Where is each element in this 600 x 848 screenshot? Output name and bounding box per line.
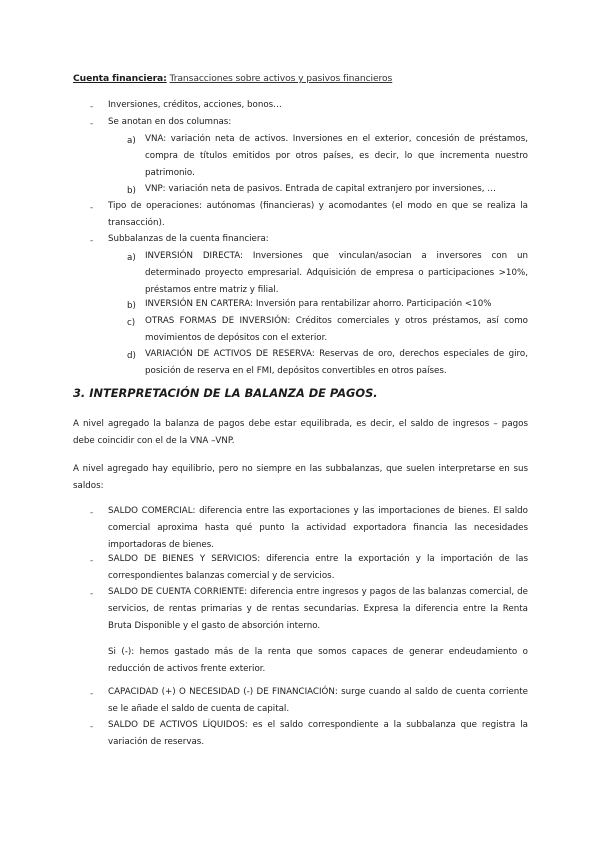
- paragraph-subbalanzas: A nivel agregado hay equilibrio, pero no siempre en las subbalanzas, que suelen interpretarse en sus saldos:: [73, 464, 528, 491]
- heading-subtitle: Transacciones sobre activos y pasivos financieros: [169, 73, 393, 84]
- saldo-cuenta-corriente: SALDO DE CUENTA CORRIENTE: diferencia entre ingresos y pagos de las balanzas comercial, de servicios, de rentas primarias y de rentas secundarias. Expresa la diferencia entre la Renta Bruta Disponible y el gasto de absorción interno.: [108, 587, 528, 631]
- bullet-columnas: Se anotan en dos columnas:: [108, 117, 232, 127]
- paragraph-equilibrio: A nivel agregado la balanza de pagos debe estar equilibrada, es decir, el saldo de ingresos – pagos debe coincidir con el de la VNA –VNP.: [73, 419, 528, 446]
- column-vnp: VNP: variación neta de pasivos. Entrada de capital extranjero por inversiones, …: [145, 184, 496, 194]
- list-letter: b): [127, 301, 136, 311]
- section-title: 3. INTERPRETACIÓN DE LA BALANZA DE PAGOS.: [73, 386, 378, 400]
- heading-label: Cuenta financiera:: [73, 73, 167, 84]
- list-letter: d): [127, 351, 136, 361]
- bullet-tipo-operaciones: Tipo de operaciones: autónomas (financieras) y acomodantes (el modo en que se realiza la transacción).: [108, 201, 528, 228]
- bullet-marker: -: [90, 722, 94, 732]
- bullet-inversiones: Inversiones, créditos, acciones, bonos…: [108, 100, 282, 110]
- subbalanza-inversion-cartera: INVERSIÓN EN CARTERA: Inversión para rentabilizar ahorro. Participación <10%: [145, 299, 492, 309]
- bullet-marker: -: [90, 556, 94, 566]
- cuenta-financiera-heading: [73, 73, 392, 84]
- saldo-comercial: SALDO COMERCIAL: diferencia entre las exportaciones y las importaciones de bienes. El saldo comercial aproxima hasta qué punto la actividad exportadora financia las necesidades importadoras de bienes.: [108, 506, 528, 550]
- bullet-marker: -: [90, 689, 94, 699]
- bullet-subbalanzas: Subbalanzas de la cuenta financiera:: [108, 234, 269, 244]
- list-letter: a): [127, 136, 136, 146]
- capacidad-necesidad-financiacion: CAPACIDAD (+) O NECESIDAD (-) DE FINANCIACIÓN: surge cuando al saldo de cuenta corriente se le añade el saldo de cuenta de capital.: [108, 687, 528, 714]
- list-letter: a): [127, 253, 136, 263]
- saldo-activos-liquidos: SALDO DE ACTIVOS LÍQUIDOS: es el saldo correspondiente a la subbalanza que registra la variación de reservas.: [108, 720, 528, 747]
- note-saldo-negativo: Si (-): hemos gastado más de la renta que somos capaces de generar endeudamiento o reducción de activos frente exterior.: [108, 647, 528, 674]
- saldo-bienes-servicios: SALDO DE BIENES Y SERVICIOS: diferencia entre la exportación y la importación de las correspondientes balanzas comercial y de servicios.: [108, 554, 528, 581]
- subbalanza-otras-formas: OTRAS FORMAS DE INVERSIÓN: Créditos comerciales y otros préstamos, así como movimientos de depósitos con el exterior.: [145, 316, 528, 343]
- list-letter: b): [127, 186, 136, 196]
- bullet-marker: -: [90, 589, 94, 599]
- bullet-marker: -: [90, 236, 94, 246]
- bullet-marker: -: [90, 102, 94, 112]
- bullet-marker: -: [90, 508, 94, 518]
- list-letter: c): [127, 318, 136, 328]
- subbalanza-inversion-directa: INVERSIÓN DIRECTA: Inversiones que vinculan/asocian a inversores con un determinado proyecto empresarial. Adquisición de empresa o participaciones >10%, préstamos entre matriz y filial.: [145, 251, 528, 295]
- bullet-marker: -: [90, 119, 94, 129]
- subbalanza-activos-reserva: VARIACIÓN DE ACTIVOS DE RESERVA: Reservas de oro, derechos especiales de giro, posición de reserva en el FMI, depósitos convertibles en otros países.: [145, 349, 528, 376]
- bullet-marker: -: [90, 203, 94, 213]
- column-vna: VNA: variación neta de activos. Inversiones en el exterior, concesión de préstamos, compra de títulos emitidos por otros países, es decir, lo que incrementa nuestro patrimonio.: [145, 134, 528, 178]
